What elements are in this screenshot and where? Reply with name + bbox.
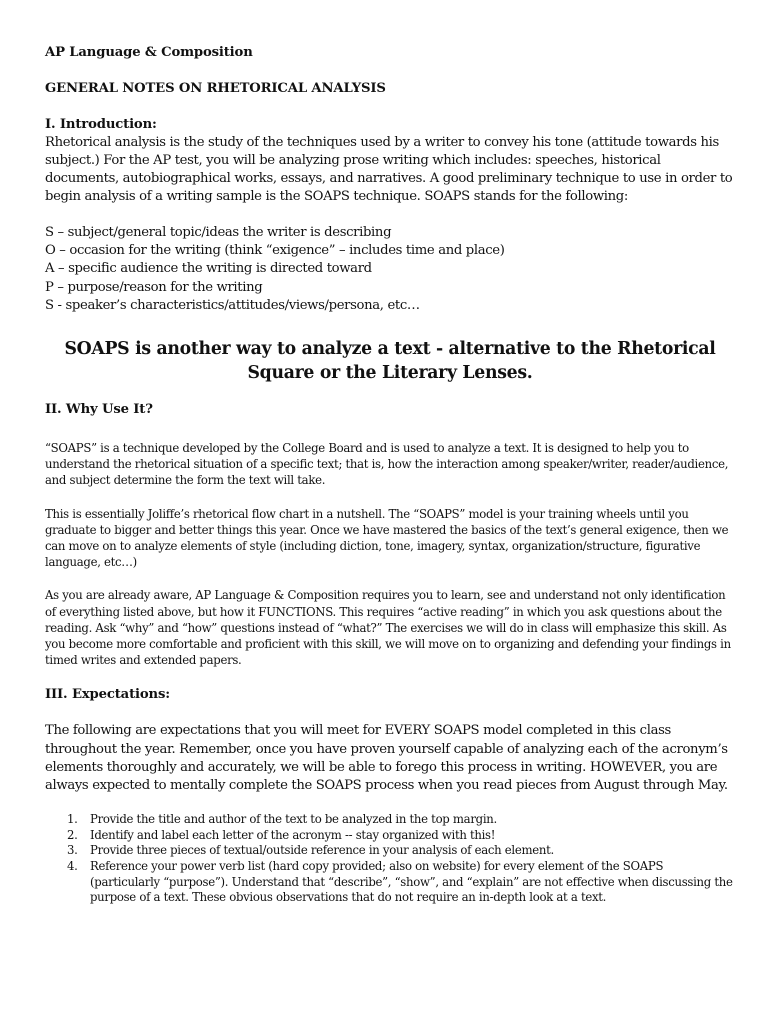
soaps-item-purpose: P – purpose/reason for the writing [45,279,263,295]
why-use-it-paragraph: As you are already aware, AP Language & Composition requires you to learn, see and understand not only identification of everything listed above, but how it FUNCTIONS. This requires “active reading” in which you ask questions about the reading. Ask “why” and “how” questions instead of “what?” The exercises we will do in class will emphasize this skill. As you become more comfortable and proficient with this skill, we will move on to organizing and defending your findings in timed writes and extended papers. [45,588,731,668]
introduction-heading: I. Introduction: [45,117,157,132]
list-item-number: 3. [67,843,78,858]
expectations-heading: III. Expectations: [45,687,170,703]
expectations-paragraph: The following are expectations that you will meet for EVERY SOAPS model completed in this class throughout the year. Remember, once you have proven yourself capable of analyzing each of the acronym’s elements thoroughly and accurately, we will be able to forego this process in writing. HOWEVER, you are always expected to mentally complete the SOAPS process when you read pieces from August through May. [45,723,728,794]
course-title: AP Language & Composition [45,45,253,60]
list-item-text: Reference your power verb list (hard copy provided; also on website) for every element of the SOAPS (particularly “purpose”). Understand that “describe”, “show”, and “explain” are not effective when discussing the purpose of a text. These obvious observations that do not require an in-depth look at a text. [90,859,733,905]
document-page [45,44,735,906]
list-item-number: 2. [67,827,78,842]
soaps-item-speaker: S - speaker’s characteristics/attitudes/views/persona, etc… [45,297,420,313]
list-item-text: Provide three pieces of textual/outside reference in your analysis of each element. [90,843,554,858]
introduction-paragraph: Rhetorical analysis is the study of the techniques used by a writer to convey his tone (attitude towards his subject.) For the AP test, you will be analyzing prose writing which includes: speeches, historical documents, autobiographical works, essays, and narratives. A good preliminary technique to use in order to begin analysis of a writing sample is the SOAPS technique. SOAPS stands for the following: [45,135,733,204]
expectations-list [45,812,735,906]
why-use-it-paragraph: “SOAPS” is a technique developed by the College Board and is used to analyze a text. It is designed to help you to understand the rhetorical situation of a specific text; that is, how the interaction among speaker/writer, reader/audience, and subject determine the form the text will take. [45,441,729,488]
soaps-item-audience: A – specific audience the writing is directed toward [45,261,372,277]
soaps-callout: SOAPS is another way to analyze a text - alternative to the Rhetorical Square or the Literary Lenses. [64,339,716,384]
list-item-number: 1. [67,812,78,827]
document-title: GENERAL NOTES ON RHETORICAL ANALYSIS [45,81,386,96]
why-use-it-heading: II. Why Use It? [45,402,153,418]
soaps-item-occasion: O – occasion for the writing (think “exigence” – includes time and place) [45,243,505,259]
list-item-number: 4. [67,859,78,874]
list-item [45,812,735,828]
soaps-list [45,224,735,315]
list-item [45,843,735,859]
list-item-text: Provide the title and author of the text to be analyzed in the top margin. [90,812,497,827]
list-item [45,828,735,844]
list-item [45,859,735,906]
why-use-it-paragraph: This is essentially Joliffe’s rhetorical flow chart in a nutshell. The “SOAPS” model is your training wheels until you graduate to bigger and better things this year. Once we have mastered the basics of the text’s general exigence, then we can move on to analyze elements of style (including diction, tone, imagery, syntax, organization/structure, figurative language, etc…) [45,506,729,570]
list-item-text: Identify and label each letter of the acronym -- stay organized with this! [90,827,496,842]
soaps-item-subject: S – subject/general topic/ideas the writer is describing [45,225,392,240]
